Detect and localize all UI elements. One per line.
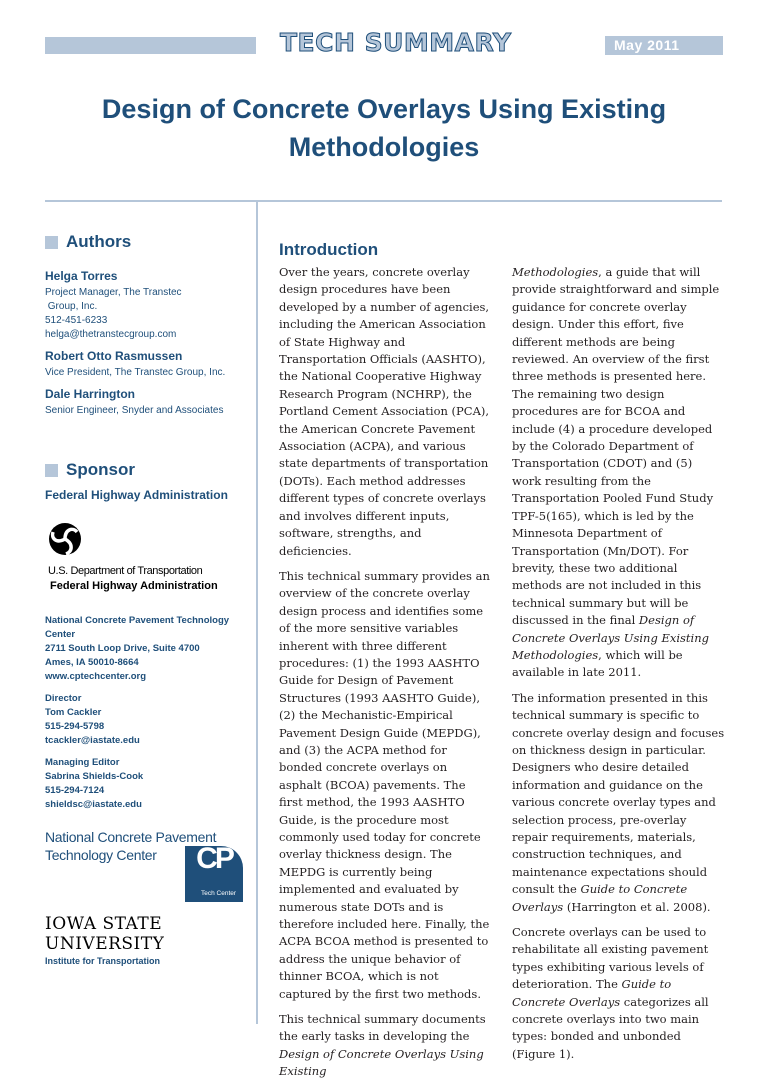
- dot-triskelion-icon: [48, 522, 82, 556]
- director-email[interactable]: tcackler@iastate.edu: [45, 735, 140, 746]
- editor-block: Managing Editor Sabrina Shields-Cook 515-294-7124 shieldsc@iastate.edu: [45, 756, 250, 812]
- isu-logo: IOWA STATE UNIVERSITY Institute for Transportation: [45, 914, 165, 966]
- tech-summary-title: TECH SUMMARY: [280, 28, 512, 57]
- paragraph: The information presented in this technical summary is specific to concrete overlay design and focuses on thickness design in particular. Designers who desire detailed information and guidance on the various concrete overlay types and selection process, pre-overlay repair requirements, materials, construction techniques, and maintenance expectations should consult the Guide to Concrete Overlays (Harrington et al. 2008).: [512, 690, 725, 914]
- website-link[interactable]: www.cptechcenter.org: [45, 671, 147, 682]
- editor-email[interactable]: shieldsc@iastate.edu: [45, 799, 142, 810]
- sponsor-heading: Sponsor: [45, 460, 250, 480]
- cp-badge-icon: CP Tech Center: [185, 846, 243, 902]
- header-bar: [45, 37, 256, 54]
- author-name: Dale Harrington: [45, 387, 136, 401]
- paragraph: Methodologies, a guide that will provide straightforward and simple guidance for concrete overlay design. Under this effort, five different methods are being reviewed. An overview of the first three methods is presented here. The remaining two design procedures are for BCOA and include (4) a procedure developed by the Colorado Department of Transportation (CDOT) and (5) work resulting from the Transportation Pooled Fund Study TPF-5(165), which is led by the Minnesota Department of Transportation (Mn/DOT). For brevity, these two additional methods are not included in this technical summary but will be discussed in the final Design of Concrete Overlays Using Existing Methodologies, which will be available in late 2011.: [512, 265, 720, 680]
- divider-vertical: [256, 200, 258, 1024]
- introduction-heading: Introduction: [279, 240, 379, 259]
- author-block: Dale Harrington Senior Engineer, Snyder and Associates: [45, 387, 250, 418]
- author-block: Robert Otto Rasmussen Vice President, The Transtec Group, Inc.: [45, 349, 250, 380]
- sidebar: [45, 232, 250, 966]
- paragraph: Over the years, concrete overlay design procedures have been developed by a number of agencies, including the American Association of State Highway and Transportation Officials (AASHTO), the National Cooperative Highway Research Program (NCHRP), the Portland Cement Association (PCA), the American Concrete Pavement Association (ACPA), and various state departments of transportation (DOTs). Each method addresses different types of concrete overlays and involves different inputs, software, strengths, and deficiencies.: [279, 265, 490, 558]
- issue-date: May 2011: [614, 37, 680, 53]
- director-block: Director Tom Cackler 515-294-5798 tcackler@iastate.edu: [45, 692, 250, 748]
- sponsor-name: Federal Highway Administration: [45, 488, 228, 502]
- ncptc-logo: National Concrete Pavement Technology Center CP Tech Center: [45, 828, 250, 908]
- text-column-2: [512, 264, 725, 1071]
- author-name: Helga Torres: [45, 269, 118, 283]
- author-name: Robert Otto Rasmussen: [45, 349, 183, 363]
- square-bullet-icon: [45, 464, 58, 477]
- dot-logo: U.S. Department of Transportation Federal Highway Administration: [48, 522, 250, 592]
- authors-heading: Authors: [45, 232, 250, 252]
- paragraph: This technical summary documents the early tasks in developing the Design of Concrete Overlays Using Existing: [279, 1012, 486, 1079]
- paragraph: This technical summary provides an overview of the concrete overlay design process and identifies some of the more sensitive variables inherent with three different procedures: (1) the 1993 AASHTO Guide for Design of Pavement Structures (1993 AASHTO Guide), (2) the Mechanistic-Empirical Pavement Design Guide (MEPDG), and (3) the ACPA method for bonded concrete overlays on asphalt (BCOA) pavements. The first method, the 1993 AASHTO Guide, is the procedure most commonly used today for concrete overlay thickness design. The MEPDG is currently being implemented and evaluated by numerous state DOTs and is therefore included here. Finally, the ACPA BCOA method is presented to address the unique behavior of thinner BCOA, which is not captured by the first two methods.: [279, 568, 490, 1001]
- author-block: Helga Torres Project Manager, The Transtec Group, Inc. 512-451-6233 helga@thetranstecgroup.com: [45, 269, 250, 342]
- square-bullet-icon: [45, 236, 58, 249]
- paragraph: Concrete overlays can be used to rehabilitate all existing pavement types exhibiting various levels of deterioration. The Guide to Concrete Overlays categorizes all concrete overlays into two main types: bonded and unbonded (Figure 1).: [512, 925, 709, 1061]
- document-title: Design of Concrete Overlays Using Existing Methodologies: [101, 94, 667, 162]
- author-email[interactable]: helga@thetranstecgroup.com: [45, 329, 177, 340]
- text-column-1: [279, 264, 492, 1089]
- contact-block: National Concrete Pavement Technology Center 2711 South Loop Drive, Suite 4700 Ames, IA 50010-8664 www.cptechcenter.org: [45, 614, 250, 684]
- divider-horizontal: [45, 200, 722, 202]
